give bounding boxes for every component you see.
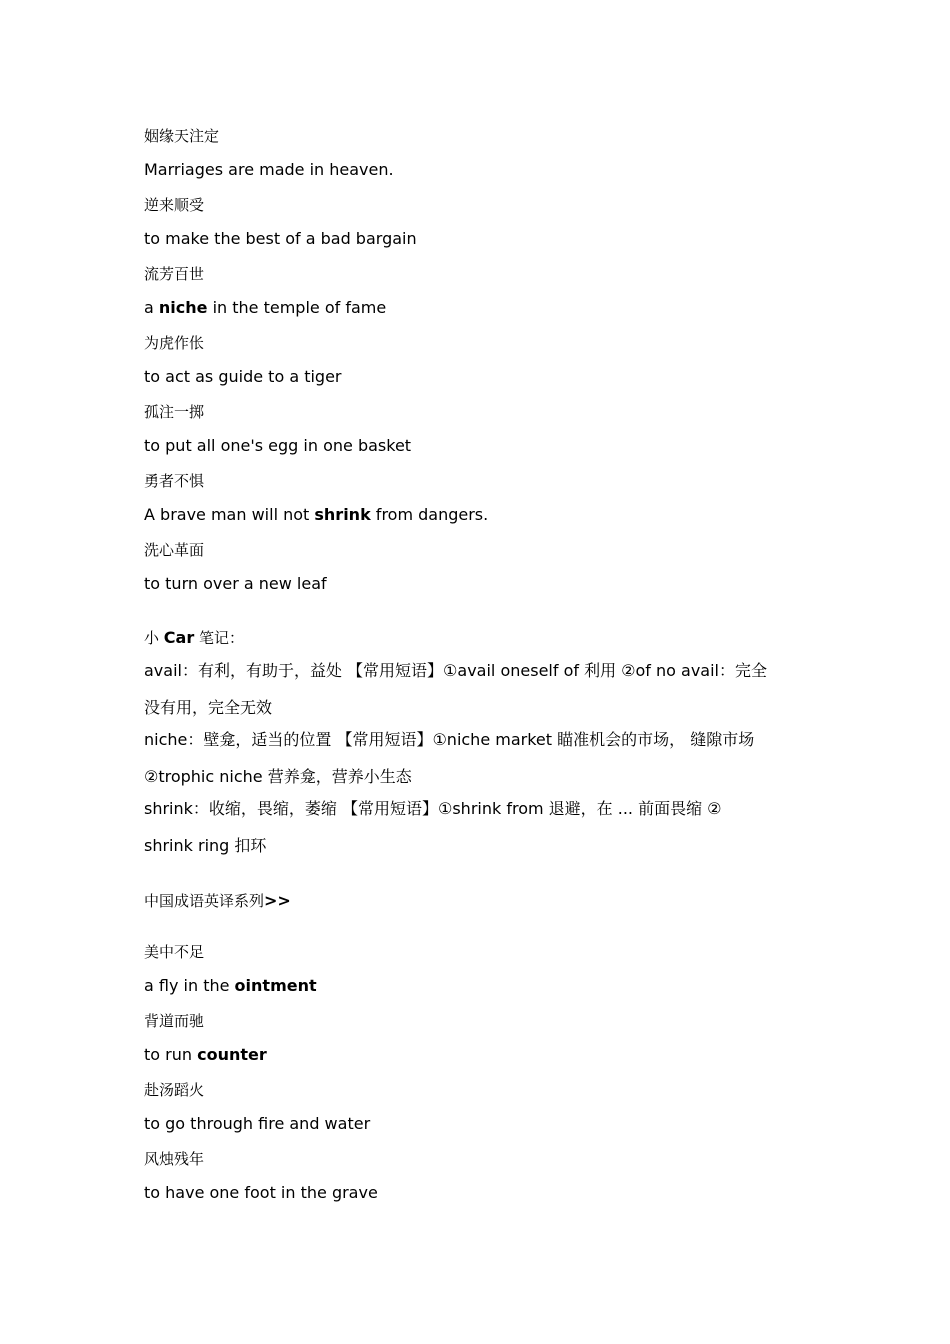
series-link[interactable] <box>144 891 824 911</box>
idiom-en-keyword: shrink <box>314 505 371 524</box>
series-link-arrow[interactable]: >> <box>264 891 291 910</box>
idiom-en-keyword: counter <box>197 1045 267 1064</box>
idiom-list-b <box>144 942 824 1203</box>
idiom-en-pre: a <box>144 298 159 317</box>
notes-title-post: 笔记： <box>194 629 244 647</box>
notes-line: ②trophic niche 营养龛，营养小生态 <box>144 767 412 786</box>
notes-title <box>144 628 824 648</box>
series-link-text[interactable]: 中国成语英译系列 <box>144 892 265 910</box>
idiom-en-keyword: ointment <box>234 976 317 995</box>
idiom-en-post: from dangers. <box>370 505 489 524</box>
notes-line: shrink ring 扣环 <box>144 836 267 855</box>
idiom-en-pre: to run <box>144 1045 198 1064</box>
idiom-en-pre: a fly in the <box>144 976 235 995</box>
notes-line: avail：有利，有助于，益处 【常用短语】①avail oneself of 利用 ②of no avail：完全 <box>144 661 768 680</box>
idiom-en: to go through fire and water <box>144 1114 371 1133</box>
vocab-notes <box>144 628 824 856</box>
idiom-zh: 姻缘天注定 <box>144 127 220 145</box>
idiom-zh: 美中不足 <box>144 943 205 961</box>
idiom-en <box>144 1045 824 1065</box>
idiom-zh: 为虎作伥 <box>144 334 205 352</box>
notes-title-keyword: Car <box>163 628 195 647</box>
idiom-en: to act as guide to a tiger <box>144 367 342 386</box>
idiom-zh: 勇者不惧 <box>144 472 205 490</box>
idiom-en: to make the best of a bad bargain <box>144 229 417 248</box>
idiom-zh: 流芳百世 <box>144 265 205 283</box>
idiom-list-a <box>144 126 824 594</box>
idiom-zh: 风烛残年 <box>144 1150 205 1168</box>
notes-line: 没有用，完全无效 <box>144 698 273 717</box>
idiom-zh: 赴汤蹈火 <box>144 1081 205 1099</box>
idiom-en-pre: A brave man will not <box>144 505 315 524</box>
notes-line: niche：壁龛，适当的位置 【常用短语】①niche market 瞄准机会的市场， 缝隙市场 <box>144 730 755 749</box>
idiom-zh: 背道而驰 <box>144 1012 205 1030</box>
document-page <box>144 126 824 1203</box>
notes-line: shrink：收缩，畏缩，萎缩 【常用短语】①shrink from 退避，在 ... 前面畏缩 ② <box>144 799 722 818</box>
idiom-en <box>144 505 824 525</box>
idiom-en: to put all one's egg in one basket <box>144 436 412 455</box>
idiom-zh: 孤注一掷 <box>144 403 205 421</box>
idiom-en: to turn over a new leaf <box>144 574 327 593</box>
idiom-en-post: in the temple of fame <box>207 298 387 317</box>
idiom-zh: 洗心革面 <box>144 541 205 559</box>
idiom-zh: 逆来顺受 <box>144 196 205 214</box>
idiom-en-keyword: niche <box>158 298 208 317</box>
idiom-en <box>144 976 824 996</box>
idiom-en <box>144 298 824 318</box>
idiom-en: Marriages are made in heaven. <box>144 160 394 179</box>
notes-title-pre: 小 <box>144 629 164 647</box>
idiom-en: to have one foot in the grave <box>144 1183 378 1202</box>
